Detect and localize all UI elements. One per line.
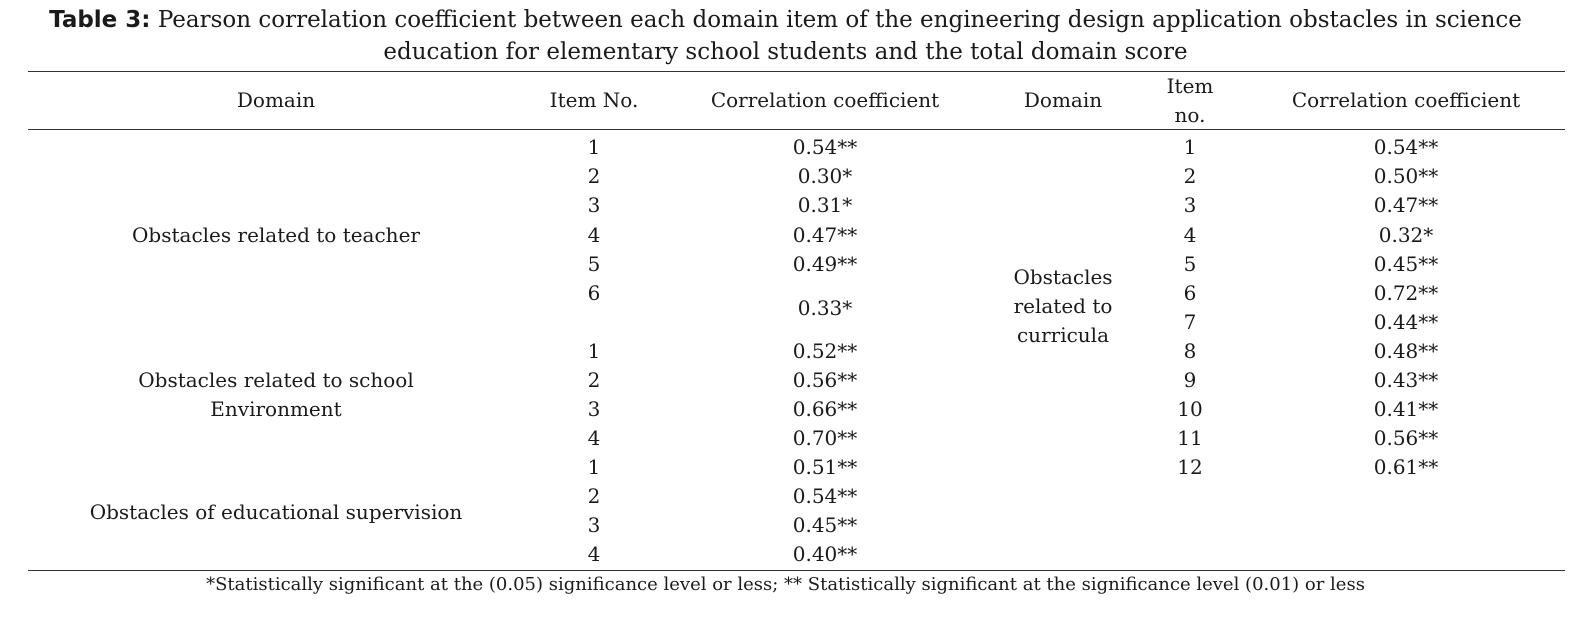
header-domain-right: Domain bbox=[1023, 88, 1103, 112]
right-item-number: 7 bbox=[1183, 310, 1197, 334]
table-header-rule bbox=[28, 129, 1565, 130]
right-item-number: 10 bbox=[1177, 397, 1203, 421]
right-item-number: 8 bbox=[1183, 339, 1197, 363]
header-item-right bbox=[1167, 72, 1214, 130]
right-item-number: 11 bbox=[1177, 426, 1203, 450]
right-correlation-value: 0.48** bbox=[1373, 339, 1439, 363]
header-coef-right: Correlation coefficient bbox=[1291, 88, 1521, 112]
left-correlation-value: 0.52** bbox=[792, 339, 858, 363]
left-correlation-value: 0.40** bbox=[792, 542, 858, 566]
left-item-number: 5 bbox=[587, 252, 601, 276]
left-item-number: 3 bbox=[587, 513, 601, 537]
table-top-rule bbox=[28, 71, 1565, 72]
right-item-number: 12 bbox=[1177, 455, 1203, 479]
right-item-number: 5 bbox=[1183, 252, 1197, 276]
left-correlation-value: 0.49** bbox=[792, 252, 858, 276]
right-item-number: 9 bbox=[1183, 368, 1197, 392]
right-item-number: 4 bbox=[1183, 223, 1197, 247]
right-item-number: 6 bbox=[1183, 281, 1197, 305]
left-item-number: 1 bbox=[587, 135, 601, 159]
domain-curricula-line2: related to bbox=[1013, 294, 1113, 318]
right-correlation-value: 0.41** bbox=[1373, 397, 1439, 421]
domain-school-line1: Obstacles related to school bbox=[138, 368, 414, 392]
left-item-number: 2 bbox=[587, 164, 601, 188]
domain-curricula-line1: Obstacles bbox=[1013, 265, 1113, 289]
left-correlation-value: 0.45** bbox=[792, 513, 858, 537]
right-correlation-value: 0.43** bbox=[1373, 368, 1439, 392]
left-correlation-value: 0.30* bbox=[797, 164, 853, 188]
right-correlation-value: 0.44** bbox=[1373, 310, 1439, 334]
left-correlation-value: 0.31* bbox=[797, 193, 853, 217]
left-correlation-value: 0.51** bbox=[792, 455, 858, 479]
right-correlation-value: 0.47** bbox=[1373, 193, 1439, 217]
table-bottom-rule bbox=[28, 570, 1565, 571]
left-item-number: 4 bbox=[587, 426, 601, 450]
left-item-number: 1 bbox=[587, 455, 601, 479]
header-item-right-line2: no. bbox=[1174, 103, 1206, 127]
right-correlation-value: 0.45** bbox=[1373, 252, 1439, 276]
table-footnote: *Statistically significant at the (0.05) significance level or less; ** Statistically significant at the significance level (0.01) or less bbox=[206, 574, 1365, 595]
left-item-number: 2 bbox=[587, 368, 601, 392]
right-item-number: 2 bbox=[1183, 164, 1197, 188]
caption-line-2: education for elementary school students and the total domain score bbox=[383, 39, 1188, 65]
header-coef-left: Correlation coefficient bbox=[710, 88, 940, 112]
header-domain-left: Domain bbox=[236, 88, 316, 112]
left-correlation-value: 0.47** bbox=[792, 223, 858, 247]
domain-curricula bbox=[1013, 263, 1112, 350]
left-correlation-value: 0.70** bbox=[792, 426, 858, 450]
domain-curricula-line3: curricula bbox=[1016, 323, 1109, 347]
domain-supervision: Obstacles of educational supervision bbox=[89, 500, 463, 524]
header-item-left: Item No. bbox=[549, 88, 639, 112]
left-item-number: 3 bbox=[587, 397, 601, 421]
left-correlation-value: 0.56** bbox=[792, 368, 858, 392]
caption-line-1 bbox=[10, 4, 1561, 36]
left-correlation-value: 0.54** bbox=[792, 135, 858, 159]
left-item-number: 4 bbox=[587, 223, 601, 247]
left-correlation-value: 0.66** bbox=[792, 397, 858, 421]
right-correlation-value: 0.32* bbox=[1378, 223, 1434, 247]
table-caption bbox=[10, 4, 1561, 68]
caption-label: Table 3: bbox=[49, 7, 151, 33]
left-item-number: 1 bbox=[587, 339, 601, 363]
caption-text-1: Pearson correlation coefficient between each domain item of the engineering design application obstacles in science bbox=[157, 7, 1522, 33]
right-correlation-value: 0.72** bbox=[1373, 281, 1439, 305]
domain-school-environment bbox=[138, 366, 414, 424]
left-correlation-value: 0.54** bbox=[792, 484, 858, 508]
left-item-number: 2 bbox=[587, 484, 601, 508]
domain-school-line2: Environment bbox=[210, 397, 342, 421]
right-correlation-value: 0.54** bbox=[1373, 135, 1439, 159]
right-item-number: 3 bbox=[1183, 193, 1197, 217]
domain-teacher: Obstacles related to teacher bbox=[132, 223, 420, 247]
header-item-right-line1: Item bbox=[1166, 74, 1214, 98]
left-item-number: 4 bbox=[587, 542, 601, 566]
right-correlation-value: 0.50** bbox=[1373, 164, 1439, 188]
left-item-number: 3 bbox=[587, 193, 601, 217]
right-item-number: 1 bbox=[1183, 135, 1197, 159]
left-item-number: 6 bbox=[587, 281, 601, 305]
right-correlation-value: 0.61** bbox=[1373, 455, 1439, 479]
right-correlation-value: 0.56** bbox=[1373, 426, 1439, 450]
left-correlation-value: 0.33* bbox=[797, 296, 853, 320]
